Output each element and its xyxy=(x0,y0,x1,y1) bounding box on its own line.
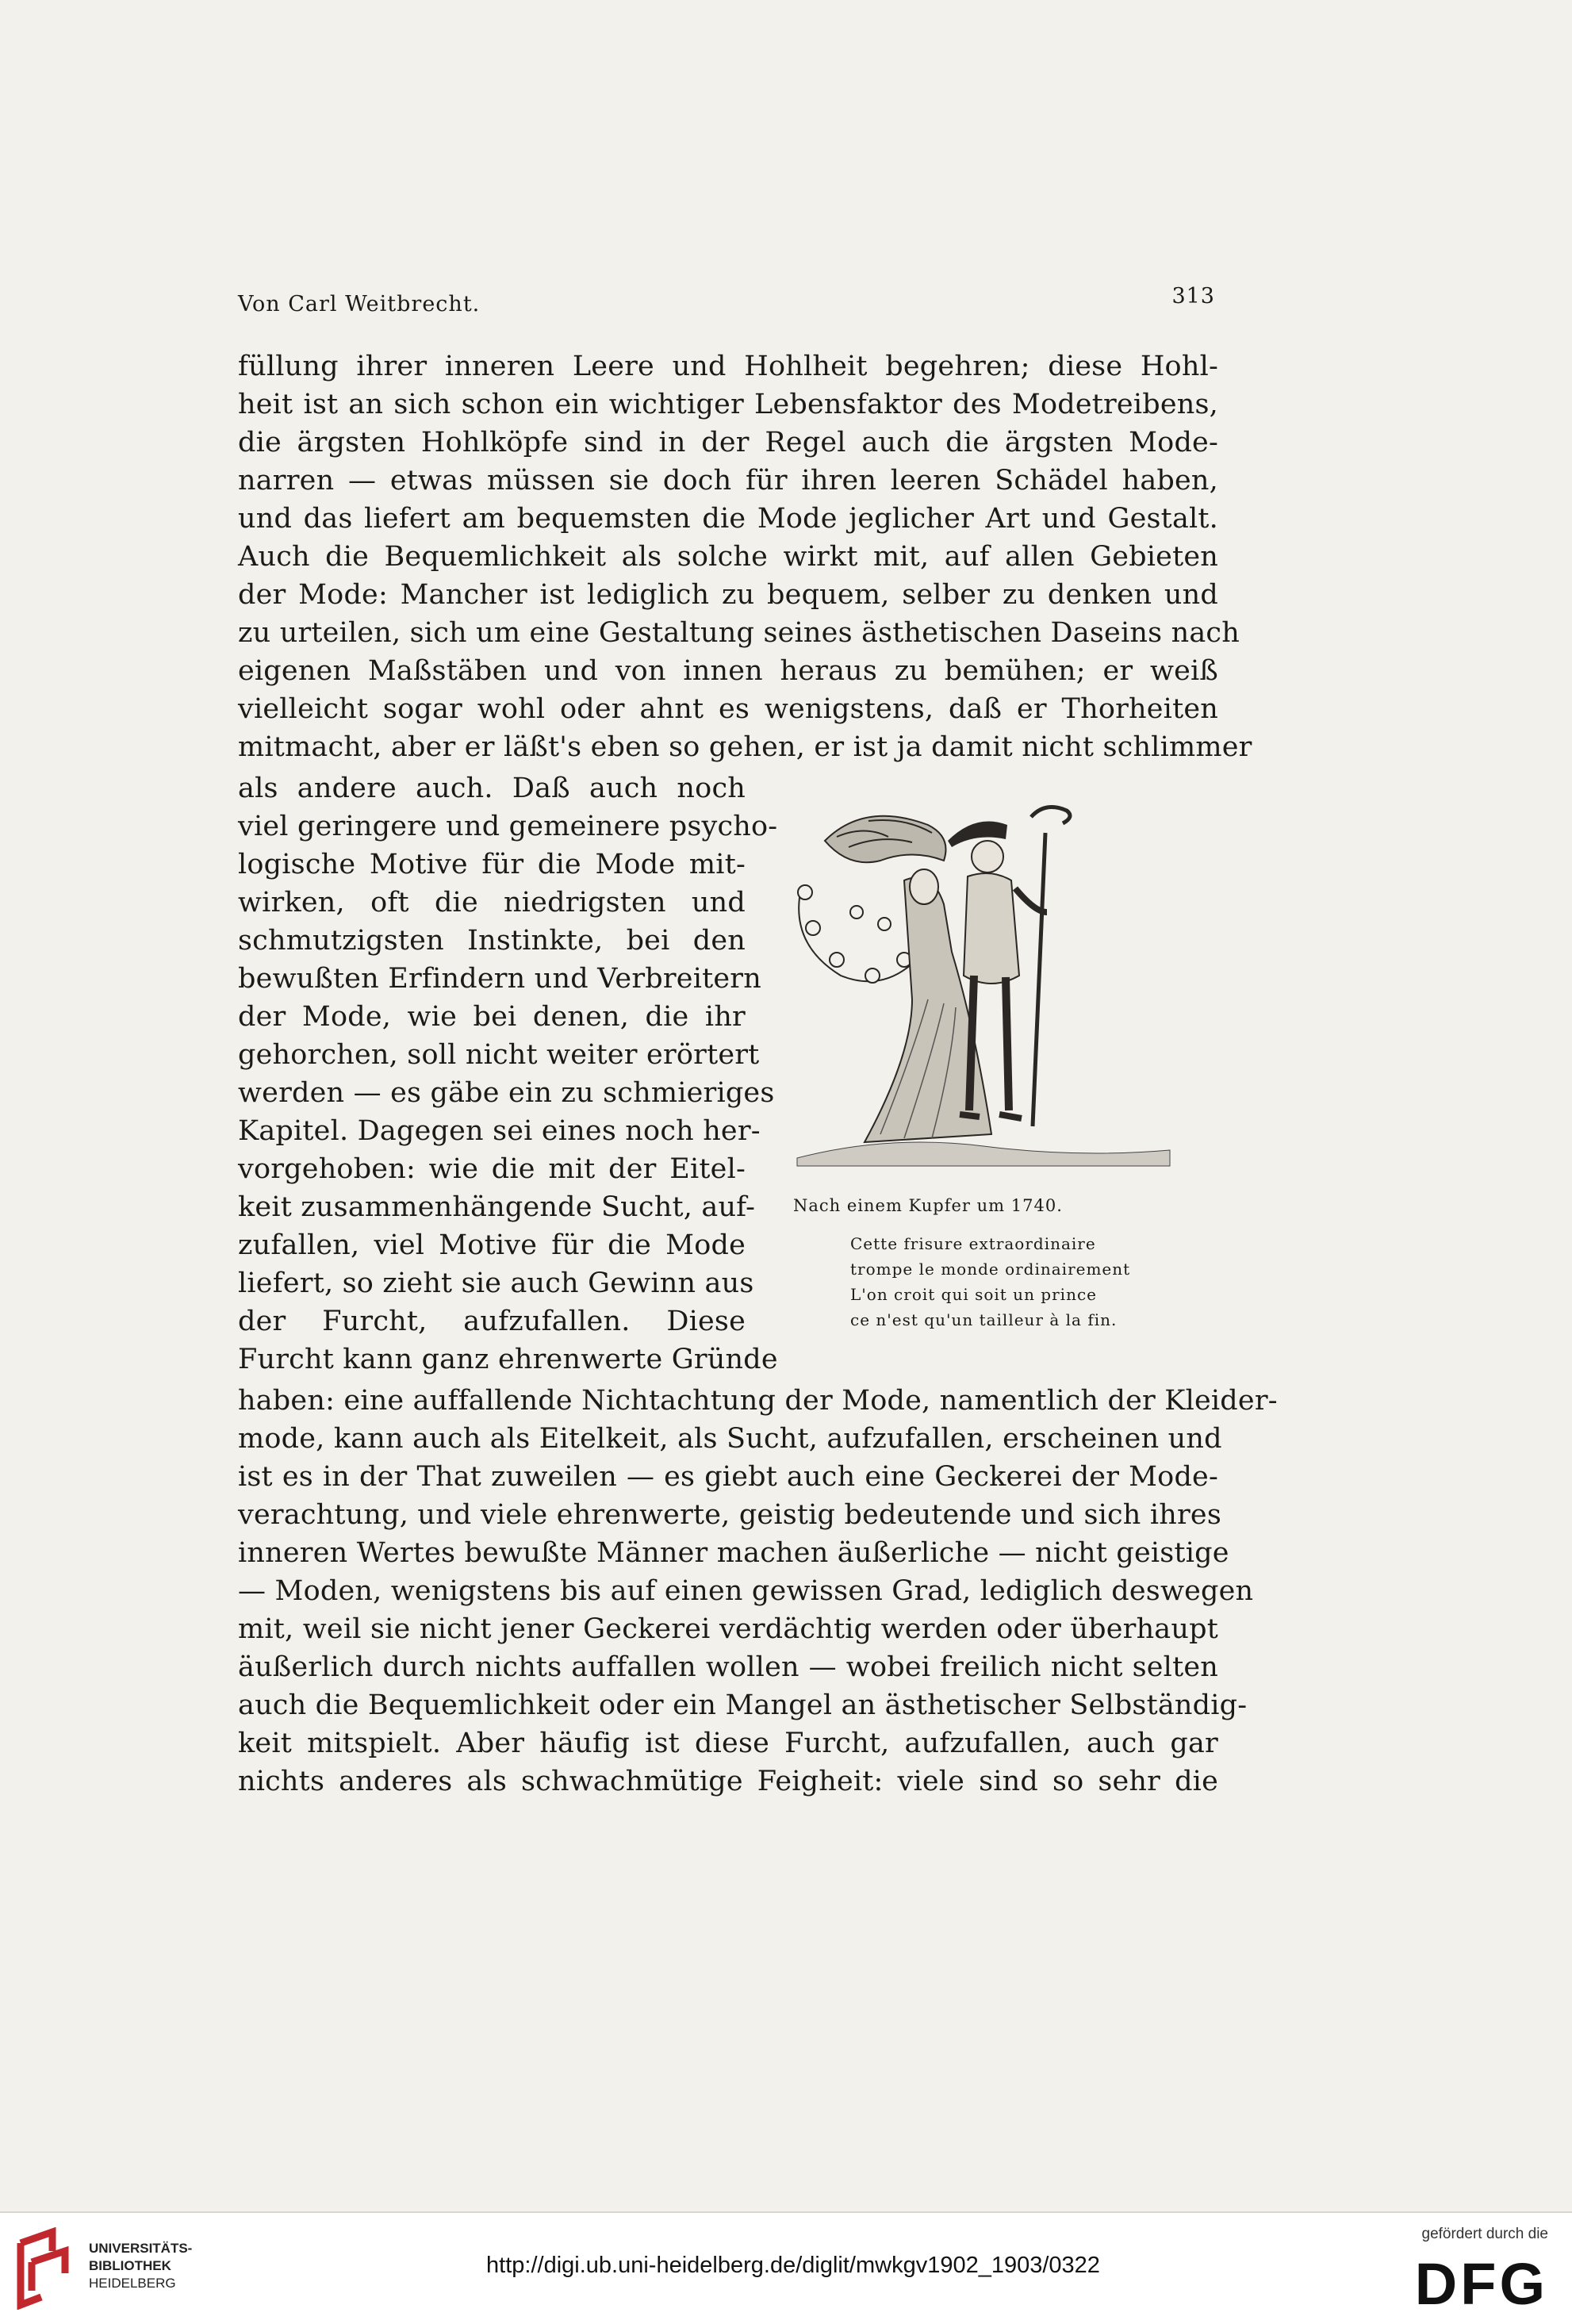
text-line: — Moden, wenigstens bis auf einen gewissen Grad, lediglich deswegen xyxy=(238,1575,1254,1607)
text-line: wirken, oft die niedrigsten und xyxy=(238,887,746,918)
text-line: haben: eine auffallende Nichtachtung der Mode, namentlich der Kleider- xyxy=(238,1385,1278,1417)
text-line: logische Motive für die Mode mit- xyxy=(238,849,746,880)
text-line: der Mode: Mancher ist lediglich zu bequem, selber zu denken und xyxy=(238,579,1218,611)
text-line: Auch die Bequemlichkeit als solche wirkt mit, auf allen Gebieten xyxy=(238,541,1218,573)
engraving-illustration xyxy=(793,793,1174,1174)
library-name-line: UNIVERSITÄTS- xyxy=(89,2241,193,2256)
text-line: verachtung, und viele ehrenwerte, geistig bedeutende und sich ihres xyxy=(238,1499,1222,1531)
page-number: 313 xyxy=(1171,284,1215,309)
text-line: der Furcht, aufzufallen. Diese xyxy=(238,1306,746,1337)
text-line: gehorchen, soll nicht weiter erörtert xyxy=(238,1039,760,1071)
text-line: äußerlich durch nichts auffallen wollen — wobei freilich nicht selten xyxy=(238,1651,1218,1683)
text-line: zu urteilen, sich um eine Gestaltung seines ästhetischen Daseins nach xyxy=(238,617,1240,649)
text-line: vielleicht sogar wohl oder ahnt es wenigstens, daß er Thorheiten xyxy=(238,693,1218,725)
text-line: vorgehoben: wie die mit der Eitel- xyxy=(238,1153,746,1185)
text-line: als andere auch. Daß auch noch xyxy=(238,773,746,804)
text-line: zufallen, viel Motive für die Mode xyxy=(238,1229,746,1261)
library-name-line: HEIDELBERG xyxy=(89,2276,176,2291)
text-line: schmutzigsten Instinkte, bei den xyxy=(238,925,746,957)
library-name-line: BIBLIOTHEK xyxy=(89,2258,171,2273)
text-line: liefert, so zieht sie auch Gewinn aus xyxy=(238,1267,754,1299)
text-line: füllung ihrer inneren Leere und Hohlheit begehren; diese Hohl- xyxy=(238,351,1218,382)
library-name[interactable] xyxy=(89,2240,192,2292)
caption-verse-line: ce n'est qu'un tailleur à la fin. xyxy=(850,1310,1118,1329)
caption-verse-line: trompe le monde ordinairement xyxy=(850,1260,1131,1279)
text-line: keit mitspielt. Aber häufig ist diese Furcht, aufzufallen, auch gar xyxy=(238,1728,1218,1759)
viewer-footer xyxy=(0,2211,1572,2324)
text-line: werden — es gäbe ein zu schmieriges xyxy=(238,1077,775,1109)
text-line: inneren Wertes bewußte Männer machen äußerliche — nicht geistige xyxy=(238,1537,1229,1569)
permalink-url[interactable]: http://digi.ub.uni-heidelberg.de/diglit/mwkgv1902_1903/0322 xyxy=(486,2253,1100,2278)
text-line: keit zusammenhängende Sucht, auf- xyxy=(238,1191,756,1223)
library-logo-icon[interactable] xyxy=(14,2227,78,2310)
funding-note: gefördert durch die xyxy=(1421,2226,1548,2242)
text-line: viel geringere und gemeinere psycho- xyxy=(238,811,778,842)
text-line: auch die Bequemlichkeit oder ein Mangel an ästhetischer Selbständig- xyxy=(238,1689,1248,1721)
running-head xyxy=(238,284,1221,327)
text-line: Kapitel. Dagegen sei eines noch her- xyxy=(238,1115,761,1147)
text-line: narren — etwas müssen sie doch für ihren leeren Schädel haben, xyxy=(238,465,1218,497)
text-line: bewußten Erfindern und Verbreitern xyxy=(238,963,761,995)
text-line: ist es in der That zuweilen — es giebt auch eine Geckerei der Mode- xyxy=(238,1461,1218,1493)
running-head-author: Von Carl Weitbrecht. xyxy=(238,292,481,316)
text-line: heit ist an sich schon ein wichtiger Lebensfaktor des Modetreibens, xyxy=(238,389,1218,420)
text-line: eigenen Maßstäben und von innen heraus zu bemühen; er weiß xyxy=(238,655,1218,687)
text-line: mitmacht, aber er läßt's eben so gehen, er ist ja damit nicht schlimmer xyxy=(238,731,1252,763)
text-line: nichts anderes als schwachmütige Feigheit: viele sind so sehr die xyxy=(238,1766,1218,1797)
text-line: Furcht kann ganz ehrenwerte Gründe xyxy=(238,1344,778,1375)
text-line: mode, kann auch als Eitelkeit, als Sucht, aufzufallen, erscheinen und xyxy=(238,1423,1222,1455)
caption-verse-line: Cette frisure extraordinaire xyxy=(850,1234,1096,1253)
dfg-logo[interactable]: DFG xyxy=(1414,2251,1548,2317)
caption-verse-line: L'on croit qui soit un prince xyxy=(850,1285,1097,1304)
text-line: mit, weil sie nicht jener Geckerei verdächtig werden oder überhaupt xyxy=(238,1613,1218,1645)
text-line: die ärgsten Hohlköpfe sind in der Regel auch die ärgsten Mode- xyxy=(238,427,1218,458)
text-line: der Mode, wie bei denen, die ihr xyxy=(238,1001,746,1033)
figure-caption: Nach einem Kupfer um 1740. xyxy=(793,1196,1063,1215)
text-line: und das liefert am bequemsten die Mode jeglicher Art und Gestalt. xyxy=(238,503,1218,535)
